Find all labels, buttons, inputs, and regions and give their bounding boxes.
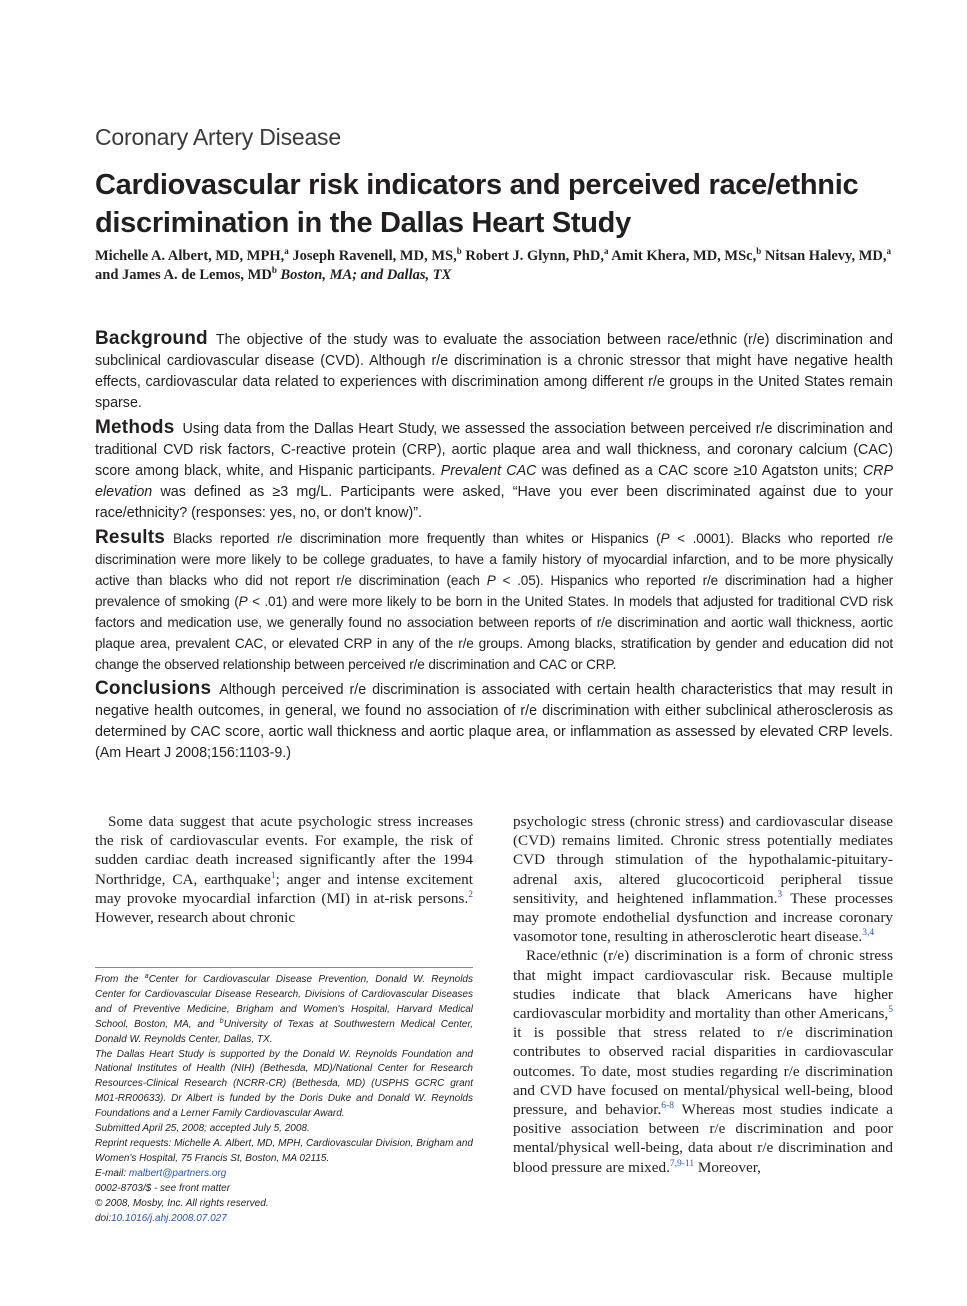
affiliation-mark: a — [284, 246, 289, 256]
body-text: Some data suggest that acute psychologic stress increases the risk of cardiovascular events. For example, the risk of sudden cardiac death increased significantly after the 1994 Northridge, CA, earthquake — [95, 813, 473, 888]
body-column-left — [95, 812, 473, 927]
body-text: it is possible that stress related to r/e discrimination contributes to observed racial disparities in cardiovascular outcomes. To date, most studies regarding r/e discrimination and CVD have focused on mental/physical well-being, blood pressure, and behavior. — [513, 1024, 893, 1119]
abstract-text: Using data from the Dallas Heart Study, we assessed the association between perceived r/e discrimination and traditional CVD risk factors, C-reactive protein (CRP), aortic plaque area and wall thickness, and coronary calcium (CAC) score among black, white, and Hispanic participants. — [95, 421, 893, 479]
author[interactable]: Amit Khera, MD, MSc, — [611, 248, 757, 264]
body-text: Moreover, — [694, 1158, 761, 1176]
footnote-text: doi: — [95, 1212, 112, 1224]
abstract-background — [95, 328, 893, 414]
reprint-note: Reprint requests: Michelle A. Albert, MD, MPH, Cardiovascular Division, Brigham and Women's Hospital, 75 Francis St, Boston, MA 02115. — [95, 1137, 473, 1164]
abstract-heading: Methods — [95, 417, 175, 438]
footnotes — [95, 973, 473, 1226]
doi-note — [95, 1212, 473, 1227]
author[interactable]: Joseph Ravenell, MD, MS, — [292, 248, 457, 264]
abstract-text: The objective of the study was to evaluate the association between race/ethnic (r/e) discrimination and subclinical cardiovascular disease (CVD). Although r/e discrimination is a chronic stressor that might have negative health effects, cardiovascular data related to experiences with discrimination among different r/e groups in the United States remain sparse. — [95, 332, 893, 411]
abstract-text: < .0001). Blacks who reported r/e discrimination were more likely to be college graduates, to have a family history of myocardial infarction, and to be more physically active than blacks who did not report r/e discrimination (each — [95, 531, 893, 588]
author[interactable]: Robert J. Glynn, PhD, — [465, 248, 604, 264]
citation-link[interactable]: 1 — [270, 870, 276, 881]
abstract-heading: Conclusions — [95, 678, 212, 699]
author-list — [95, 247, 895, 285]
abstract-methods — [95, 417, 893, 524]
affiliation-mark: b — [456, 246, 462, 256]
p-value-symbol: P — [486, 573, 496, 588]
abstract-heading: Results — [95, 527, 166, 548]
abstract — [95, 328, 893, 764]
citation-link[interactable]: 5 — [888, 1005, 893, 1016]
body-text: Whereas most studies indicate a positive association between r/e discrimination and poor mental/physical well-being, data about r/e discrimination and blood pressure are mixed. — [513, 1101, 893, 1176]
footnote-text: Center for Cardiovascular Disease Prevention, Donald W. Reynolds Center for Cardiovascular Disease Research, Divisions of Cardiovascular Diseases and of Preventive Medicine, Brigham and Women's Hospital, Harvard Medical School, Boston, MA, and — [95, 974, 473, 1030]
footnote-text: From the — [95, 974, 145, 985]
body-text: ; anger and intense excitement may provoke myocardial infarction (MI) in at-risk persons. — [95, 870, 473, 907]
footnote-text: E-mail: — [95, 1167, 129, 1179]
abstract-text: Although perceived r/e discrimination is associated with certain health characteristics that may result in negative health outcomes, in general, we found no association of r/e discrimination with either subclinical atherosclerosis as determined by CAC score, aortic wall thickness and aortic plaque area, or inflammation as assessed by elevated CRP levels. (Am Heart J 2008;156:1103-9.) — [95, 682, 893, 761]
doi-link[interactable]: 10.1016/j.ahj.2008.07.027 — [111, 1212, 227, 1224]
body-column-right — [513, 812, 893, 1177]
citation-link[interactable]: 3,4 — [862, 928, 875, 939]
author[interactable]: Nitsan Halevy, MD, — [764, 248, 887, 264]
author-location: Boston, MA; and Dallas, TX — [280, 267, 452, 283]
citation-link[interactable]: 6-8 — [661, 1101, 674, 1112]
affiliation-mark: a — [886, 246, 892, 256]
affiliation-mark: b — [271, 265, 277, 275]
abstract-text: was defined as ≥3 mg/L. Participants were asked, “Have you ever been discriminated against due to your race/ethnicity? (responses: yes, no, or don't know)”. — [95, 484, 893, 521]
body-paragraph — [513, 812, 893, 946]
email-link[interactable]: malbert@partners.org — [128, 1167, 227, 1179]
article-title: Cardiovascular risk indicators and perceived race/ethnic discrimination in the Dallas Heart Study — [95, 169, 859, 239]
abstract-term: CRP elevation — [95, 463, 894, 500]
abstract-text: was defined as a CAC score ≥10 Agatston units; — [541, 463, 858, 479]
issn-note: 0002-8703/$ - see front matter — [95, 1182, 231, 1194]
abstract-term: Prevalent CAC — [440, 463, 537, 479]
abstract-results — [95, 527, 893, 675]
author[interactable]: and James A. de Lemos, MD — [95, 267, 272, 283]
affiliation-mark: a — [603, 246, 609, 256]
affiliation-note — [95, 973, 473, 1048]
footnote-rule — [95, 967, 473, 968]
email-note — [95, 1167, 473, 1182]
copyright-note: © 2008, Mosby, Inc. All rights reserved. — [95, 1197, 269, 1209]
citation-link[interactable]: 2 — [468, 889, 473, 900]
abstract-text: < .01) and were more likely to be born in the United States. In models that adjusted for traditional CVD risk factors and medication use, we generally found no association between reports of r/e discrimination and aortic wall thickness, aortic plaque area, prevalent CAC, or elevated CRP in any of the r/e groups. Among blacks, stratification by gender and education did not change the observed relationship between perceived r/e discrimination and CAC or CRP. — [95, 594, 893, 672]
citation-link[interactable]: 7,9-11 — [669, 1158, 695, 1169]
funding-note: The Dallas Heart Study is supported by the Donald W. Reynolds Foundation and National Institutes of Health (NIH) (Bethesda, MD)/National Center for Research Resources-Clinical Research (NCRR-CR) (Bethesda, MD) (USPHS GCRC grant M01-RR00633). Dr Albert is funded by the Doris Duke and Donald W. Reynolds Foundations and a Lerner Family Cardiovascular Award. — [95, 1048, 473, 1120]
body-text: Race/ethnic (r/e) discrimination is a form of chronic stress that might impact cardiovascular risk. Because multiple studies indicate that black Americans have higher cardiovascular morbidity and mortality than other Americans, — [513, 947, 893, 1023]
body-text: However, research about chronic — [95, 909, 296, 927]
p-value-symbol: P — [238, 594, 248, 609]
body-paragraph — [513, 946, 893, 1176]
abstract-conclusions — [95, 678, 893, 764]
body-paragraph — [95, 812, 473, 927]
abstract-heading: Background — [95, 328, 208, 349]
affiliation-mark: a — [144, 973, 149, 980]
body-text: psychologic stress (chronic stress) and cardiovascular disease (CVD) remains limited. Chronic stress potentially mediates CVD through stimulation of the hypothalamic-pituitary-adrenal axis, altered glucocorticoid peripheral tissue sensitivity, and heightened inflammation. — [513, 813, 893, 907]
p-value-symbol: P — [660, 531, 670, 546]
abstract-text: Blacks reported r/e discrimination more frequently than whites or Hispanics ( — [173, 531, 661, 546]
submission-dates: Submitted April 25, 2008; accepted July 5, 2008. — [95, 1123, 310, 1135]
section-label: Coronary Artery Disease — [95, 124, 341, 150]
affiliation-mark: b — [756, 246, 762, 256]
author[interactable]: Michelle A. Albert, MD, MPH, — [95, 248, 285, 264]
citation-link[interactable]: 3 — [777, 889, 783, 900]
affiliation-mark: b — [219, 1017, 224, 1025]
abstract-text: < .05). Hispanics who reported r/e discrimination had a higher prevalence of smoking ( — [95, 573, 893, 609]
footnote-text: University of Texas at Southwestern Medical Center, Donald W. Reynolds Center, Dallas, TX. — [95, 1018, 473, 1045]
body-text: These processes may promote endothelial dysfunction and increase coronary vasomotor tone, resulting in atherosclerotic heart disease. — [513, 889, 894, 946]
